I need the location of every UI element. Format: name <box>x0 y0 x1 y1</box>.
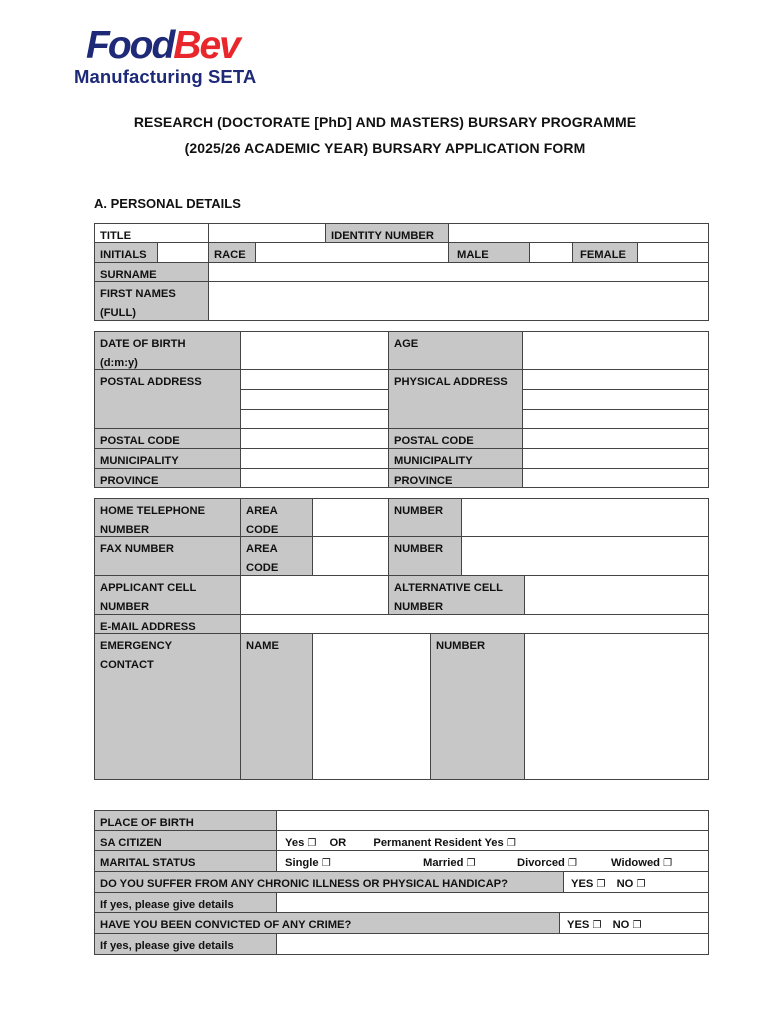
emergency-contact-label: EMERGENCY CONTACT <box>94 633 241 780</box>
physical-municipality-field[interactable] <box>522 448 709 469</box>
fax-number-label: FAX NUMBER <box>94 536 241 576</box>
physical-address-line1[interactable] <box>522 369 709 390</box>
chronic-details-field[interactable] <box>276 892 709 913</box>
male-label: MALE <box>448 242 530 263</box>
logo-wordmark: FoodBev <box>86 24 239 67</box>
applicant-cell-label: APPLICANT CELL NUMBER <box>94 575 241 615</box>
physical-address-label: PHYSICAL ADDRESS <box>388 369 523 429</box>
married-checkbox[interactable]: ❐ <box>466 858 476 869</box>
marital-status-label: MARITAL STATUS <box>94 850 277 872</box>
or-label: OR <box>329 837 347 849</box>
female-field[interactable] <box>637 242 709 263</box>
initials-label: INITIALS <box>94 242 158 263</box>
divorced-option: Divorced ❐ <box>517 857 577 869</box>
fax-number-number-label: NUMBER <box>388 536 462 576</box>
postal-address-label: POSTAL ADDRESS <box>94 369 241 429</box>
emergency-number-field[interactable] <box>524 633 709 780</box>
province-label: PROVINCE <box>94 468 241 488</box>
permanent-resident-label: Permanent Resident Yes <box>373 837 504 849</box>
single-checkbox[interactable]: ❐ <box>321 858 331 869</box>
emergency-name-label: NAME <box>240 633 313 780</box>
section-a-heading: A. PERSONAL DETAILS <box>94 196 241 211</box>
home-telephone-label: HOME TELEPHONE NUMBER <box>94 498 241 537</box>
convicted-yes-checkbox[interactable]: ❐ <box>592 920 602 931</box>
sa-citizen-options <box>276 830 709 851</box>
emergency-name-field[interactable] <box>312 633 431 780</box>
convicted-no-checkbox[interactable]: ❐ <box>632 920 642 931</box>
convicted-options: YES ❐ NO ❐ <box>559 912 709 934</box>
alternative-cell-label: ALTERNATIVE CELL NUMBER <box>388 575 525 615</box>
home-number-label: NUMBER <box>388 498 462 537</box>
race-label: RACE <box>208 242 256 263</box>
document-title-line2: (2025/26 ACADEMIC YEAR) BURSARY APPLICATION FORM <box>184 140 586 156</box>
convicted-details-label: If yes, please give details <box>94 933 277 955</box>
physical-province-field[interactable] <box>522 468 709 488</box>
age-label: AGE <box>388 331 523 370</box>
race-field[interactable] <box>255 242 449 263</box>
place-of-birth-label: PLACE OF BIRTH <box>94 810 277 831</box>
widowed-option: Widowed ❐ <box>611 857 673 869</box>
postal-address-line3[interactable] <box>240 409 389 429</box>
surname-field[interactable] <box>208 262 709 282</box>
physical-municipality-label: MUNICIPALITY <box>388 448 523 469</box>
physical-province-label: PROVINCE <box>388 468 523 488</box>
chronic-yes-checkbox[interactable]: ❐ <box>596 879 606 890</box>
postal-address-line2[interactable] <box>240 389 389 410</box>
home-number-field[interactable] <box>461 498 709 537</box>
age-field[interactable] <box>522 331 709 370</box>
date-of-birth-label: DATE OF BIRTH (d:m:y) <box>94 331 241 370</box>
email-field[interactable] <box>240 614 709 634</box>
place-of-birth-field[interactable] <box>276 810 709 831</box>
postal-code-label: POSTAL CODE <box>94 428 241 449</box>
chronic-illness-options: YES ❐ NO ❐ <box>563 871 709 893</box>
municipality-field[interactable] <box>240 448 389 469</box>
alternative-cell-field[interactable] <box>524 575 709 615</box>
physical-address-line3[interactable] <box>522 409 709 429</box>
permanent-resident-checkbox[interactable]: ❐ <box>506 838 516 849</box>
date-of-birth-field[interactable] <box>240 331 389 370</box>
postal-code-field[interactable] <box>240 428 389 449</box>
physical-address-line2[interactable] <box>522 389 709 410</box>
first-names-field[interactable] <box>208 281 709 321</box>
single-option: Single ❐ <box>285 857 331 869</box>
title-label: TITLE <box>94 223 209 243</box>
fax-area-code-label: AREA CODE <box>240 536 313 576</box>
widowed-checkbox[interactable]: ❐ <box>663 858 673 869</box>
home-area-code-field[interactable] <box>312 498 389 537</box>
logo-subtitle: Manufacturing SETA <box>74 66 257 87</box>
female-label: FEMALE <box>572 242 638 263</box>
initials-field[interactable] <box>157 242 209 263</box>
chronic-details-label: If yes, please give details <box>94 892 277 913</box>
postal-address-line1[interactable] <box>240 369 389 390</box>
surname-label: SURNAME <box>94 262 209 282</box>
convicted-label: HAVE YOU BEEN CONVICTED OF ANY CRIME? <box>94 912 560 934</box>
sa-citizen-yes-checkbox[interactable]: ❐ <box>307 838 317 849</box>
home-area-code-label: AREA CODE <box>240 498 313 537</box>
applicant-cell-field[interactable] <box>240 575 389 615</box>
title-field[interactable] <box>208 223 326 243</box>
first-names-label: FIRST NAMES (FULL) <box>94 281 209 321</box>
emergency-number-label: NUMBER <box>430 633 525 780</box>
identity-number-field[interactable] <box>448 223 709 243</box>
chronic-illness-label: DO YOU SUFFER FROM ANY CHRONIC ILLNESS OR PHYSICAL HANDICAP? <box>94 871 564 893</box>
marital-status-options <box>276 850 709 872</box>
divorced-checkbox[interactable]: ❐ <box>567 858 577 869</box>
physical-postal-code-label: POSTAL CODE <box>388 428 523 449</box>
identity-number-label: IDENTITY NUMBER <box>325 223 449 243</box>
chronic-no-checkbox[interactable]: ❐ <box>636 879 646 890</box>
foodbev-logo <box>74 26 334 90</box>
fax-number-field[interactable] <box>461 536 709 576</box>
email-label: E-MAIL ADDRESS <box>94 614 241 634</box>
document-title-line1: RESEARCH (DOCTORATE [PhD] AND MASTERS) BURSARY PROGRAMME <box>133 114 637 130</box>
fax-area-code-field[interactable] <box>312 536 389 576</box>
province-field[interactable] <box>240 468 389 488</box>
municipality-label: MUNICIPALITY <box>94 448 241 469</box>
physical-postal-code-field[interactable] <box>522 428 709 449</box>
sa-citizen-yes-label: Yes <box>285 837 305 849</box>
male-field[interactable] <box>529 242 573 263</box>
convicted-details-field[interactable] <box>276 933 709 955</box>
sa-citizen-label: SA CITIZEN <box>94 830 277 851</box>
married-option: Married ❐ <box>423 857 476 869</box>
